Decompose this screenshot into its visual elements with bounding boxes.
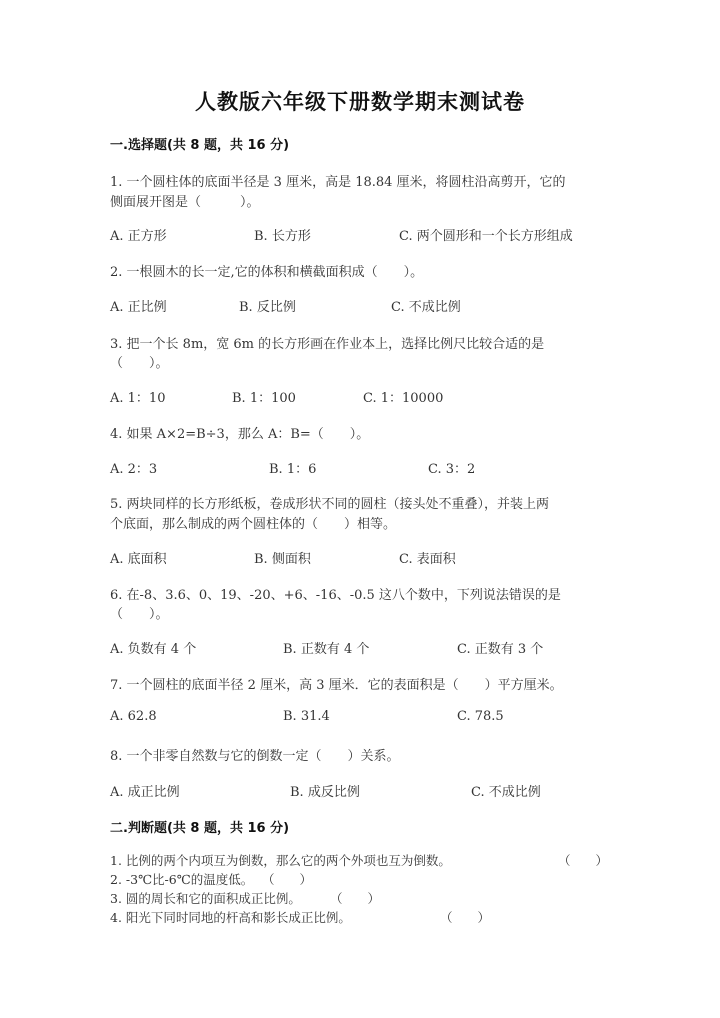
question-6-option-a[interactable]: A. 负数有 4 个 bbox=[110, 642, 197, 657]
question-1-option-a[interactable]: A. 正方形 bbox=[110, 229, 167, 244]
question-4-option-a[interactable]: A. 2：3 bbox=[110, 462, 158, 477]
question-6-line-1: 6. 在-8、3.6、0、19、-20、+6、-16、-0.5 这八个数中，下列说法错误的是 bbox=[110, 588, 561, 603]
question-1-option-b[interactable]: B. 长方形 bbox=[254, 229, 311, 244]
question-8-option-a[interactable]: A. 成正比例 bbox=[110, 785, 180, 800]
judge-item-3-blank[interactable]: （ ） bbox=[330, 891, 381, 906]
question-6-option-c[interactable]: C. 正数有 3 个 bbox=[457, 642, 544, 657]
question-7-option-c[interactable]: C. 78.5 bbox=[457, 709, 504, 724]
question-7-option-a[interactable]: A. 62.8 bbox=[110, 709, 157, 724]
question-2-line-1: 2. 一根圆木的长一定,它的体积和横截面积成（ ）。 bbox=[110, 265, 424, 280]
question-3-line-1: 3. 把一个长 8m，宽 6m 的长方形画在作业本上，选择比例尺比较合适的是 bbox=[110, 337, 545, 352]
question-2-option-a[interactable]: A. 正比例 bbox=[110, 300, 167, 315]
question-8-line-1: 8. 一个非零自然数与它的倒数一定（ ）关系。 bbox=[110, 749, 400, 764]
question-1-line-1: 1. 一个圆柱体的底面半径是 3 厘米，高是 18.84 厘米，将圆柱沿高剪开，它的 bbox=[110, 175, 566, 190]
judge-item-1-blank[interactable]: （ ） bbox=[558, 853, 609, 868]
judge-item-2-blank[interactable]: （ ） bbox=[262, 872, 313, 887]
question-4-line-1: 4. 如果 A×2=B÷3，那么 A：B=（ ）。 bbox=[110, 427, 370, 442]
question-6-line-2: （ ）。 bbox=[110, 607, 169, 622]
question-1-line-2: 侧面展开图是（ ）。 bbox=[110, 195, 260, 210]
judge-item-4-blank[interactable]: （ ） bbox=[440, 910, 491, 925]
question-5-line-2: 个底面，那么制成的两个圆柱体的（ ）相等。 bbox=[110, 517, 397, 532]
question-2-option-b[interactable]: B. 反比例 bbox=[239, 300, 296, 315]
section-heading-true-false: 二.判断题(共 8 题，共 16 分) bbox=[110, 821, 290, 836]
judge-item-1: 1. 比例的两个内项互为倒数，那么它的两个外项也互为倒数。 bbox=[110, 853, 451, 868]
question-3-option-a[interactable]: A. 1：10 bbox=[110, 391, 166, 406]
question-5-option-a[interactable]: A. 底面积 bbox=[110, 552, 167, 567]
question-2-option-c[interactable]: C. 不成比例 bbox=[391, 300, 461, 315]
question-5-line-1: 5. 两块同样的长方形纸板，卷成形状不同的圆柱（接头处不重叠），并装上两 bbox=[110, 497, 550, 512]
judge-item-3: 3. 圆的周长和它的面积成正比例。 bbox=[110, 891, 301, 906]
document-title: 人教版六年级下册数学期末测试卷 bbox=[195, 90, 525, 114]
question-6-option-b[interactable]: B. 正数有 4 个 bbox=[283, 642, 370, 657]
question-7-option-b[interactable]: B. 31.4 bbox=[283, 709, 330, 724]
question-8-option-b[interactable]: B. 成反比例 bbox=[290, 785, 360, 800]
question-4-option-c[interactable]: C. 3：2 bbox=[428, 462, 476, 477]
section-heading-multiple-choice: 一.选择题(共 8 题，共 16 分) bbox=[110, 138, 290, 153]
question-8-option-c[interactable]: C. 不成比例 bbox=[471, 785, 541, 800]
question-7-line-1: 7. 一个圆柱的底面半径 2 厘米，高 3 厘米．它的表面积是（ ）平方厘米。 bbox=[110, 678, 563, 693]
judge-item-4: 4. 阳光下同时同地的杆高和影长成正比例。 bbox=[110, 910, 351, 925]
question-4-option-b[interactable]: B. 1：6 bbox=[269, 462, 317, 477]
question-3-line-2: （ ）。 bbox=[110, 356, 169, 371]
question-1-option-c[interactable]: C. 两个圆形和一个长方形组成 bbox=[399, 229, 573, 244]
judge-item-2: 2. -3℃比-6℃的温度低。 bbox=[110, 872, 254, 887]
question-5-option-c[interactable]: C. 表面积 bbox=[399, 552, 456, 567]
question-3-option-c[interactable]: C. 1：10000 bbox=[363, 391, 444, 406]
question-5-option-b[interactable]: B. 侧面积 bbox=[254, 552, 311, 567]
question-3-option-b[interactable]: B. 1：100 bbox=[232, 391, 296, 406]
